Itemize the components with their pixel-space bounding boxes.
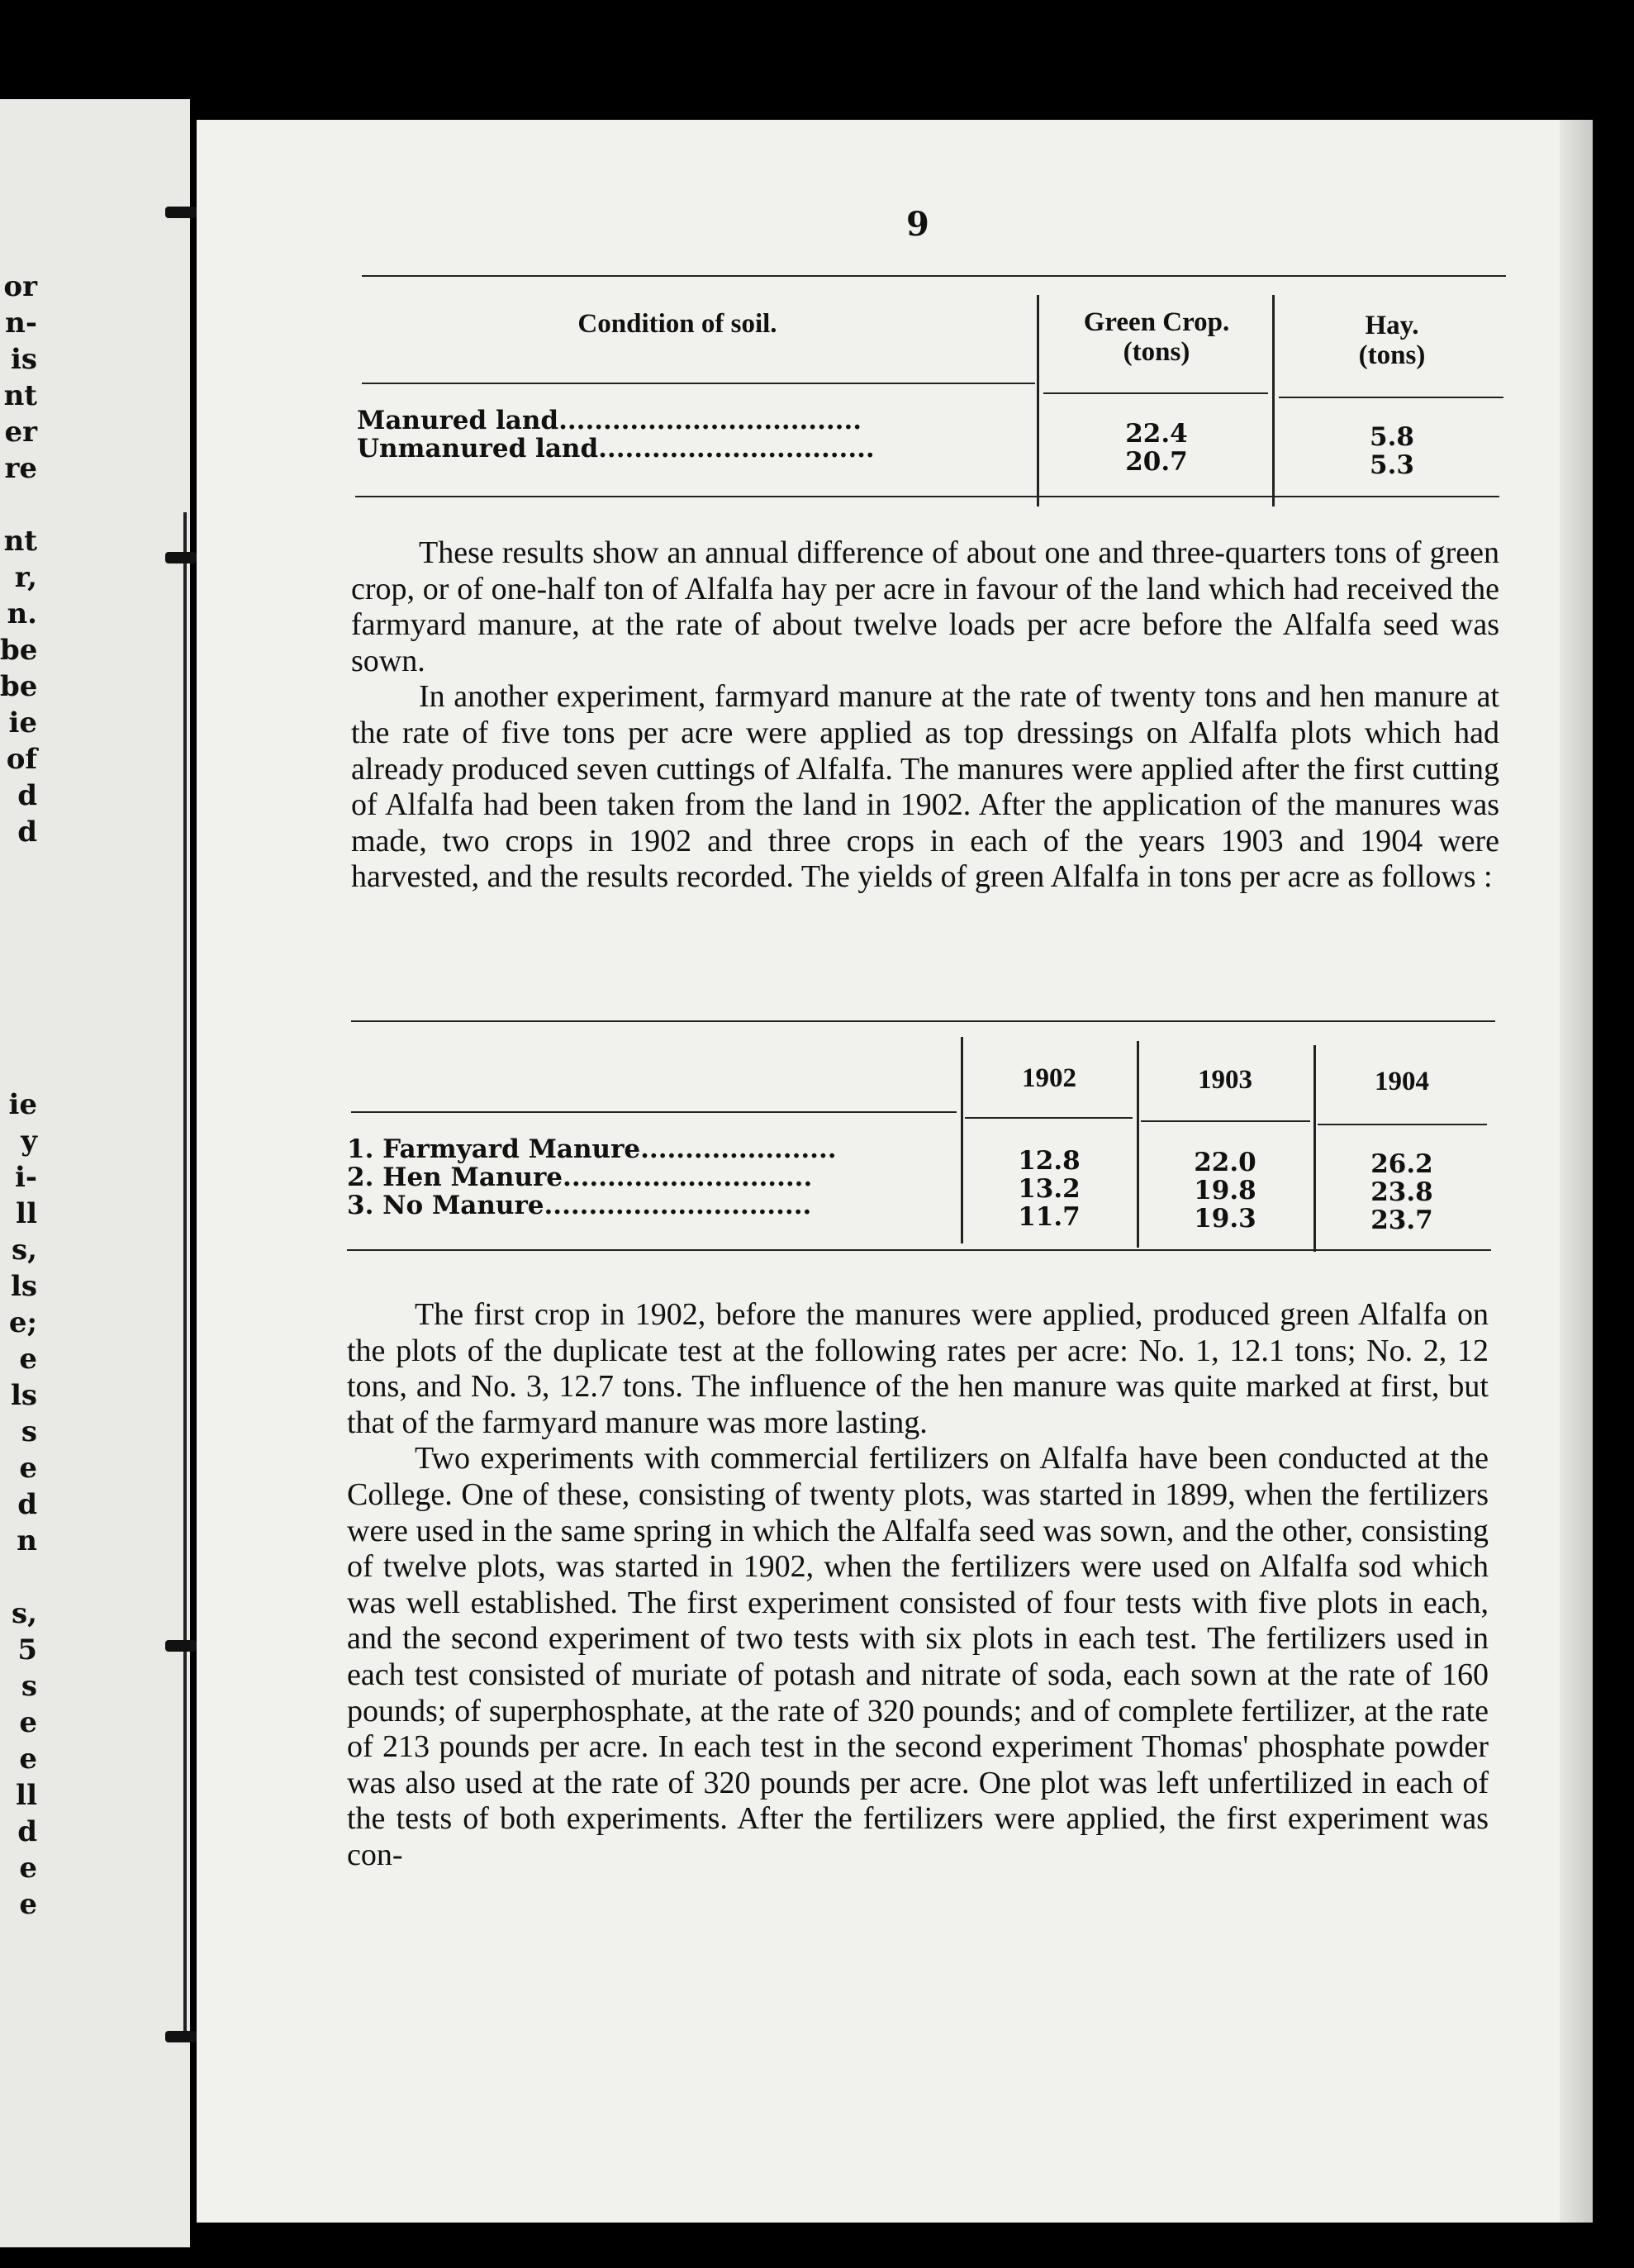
text-fragment: of: [6, 743, 37, 776]
table-bottom-rule: [355, 496, 1499, 497]
text-fragment: ls: [10, 1270, 37, 1303]
header-underline: [362, 383, 1035, 384]
text-fragment: e: [19, 1452, 37, 1485]
page-number: 9: [906, 205, 929, 244]
text-fragment: n-: [5, 307, 37, 340]
text-fragment: nt: [3, 379, 37, 412]
text-fragment: ie: [8, 706, 37, 739]
table-column-divider: [1272, 295, 1275, 506]
paragraph: Two experiments with commercial fertilizers on Alfalfa have been conducted at the College. One of these, consisting of twenty plots, was started in 1899, when the fertilizers were used in the same spring in which the Alfalfa seed was sown, and the other, consisting of twelve plots, was started in 1902, when the fertilizers were used on Alfalfa sod which was well established. The first experiment consisted of four tests with five plots in each, and the second experiment of two tests with six plots in each test. The fertilizers used in each test consisted of muriate of potash and nitrate of soda, each sown at the rate of 160 pounds; of superphosphate, at the rate of 320 pounds; and of complete fertilizer, at the rate of 213 pounds per acre. In each test in the second experiment Thomas' phosphate powder was also used at the rate of 320 pounds per acre. One plot was left unfertilized in each of the tests of both experiments. After the fertilizers were applied, the first experiment was con-: [347, 1441, 1489, 1872]
header-year-1902: 1902: [1022, 1063, 1076, 1093]
table-row: [357, 435, 875, 463]
text-fragment: i-: [14, 1161, 37, 1194]
binding-mark: [165, 1640, 197, 1652]
header-underline: [1043, 392, 1268, 394]
text-fragment: ll: [16, 1779, 37, 1812]
text-fragment: er: [4, 416, 37, 449]
header-underline: [965, 1117, 1133, 1119]
text-fragment: nt: [3, 525, 37, 558]
text-fragment: [0, 487, 37, 523]
text-fragment: e: [19, 1743, 37, 1776]
table-top-rule: [362, 275, 1506, 277]
table-column-divider: [1037, 295, 1039, 506]
paragraph: In another experiment, farmyard manure at the rate of twenty tons and hen manure at the rate of five tons per acre were applied as top dressings on Alfalfa plots which had already produced seven cuttings of Alfalfa. The manures were applied after the first cutting of Alfalfa had been taken from the land in 1902. After the application of the manures was made, two crops in 1902 and three crops in each of the years 1903 and 1904 were harvested, and the results recorded. The yields of green Alfalfa in tons per acre as follows :: [351, 679, 1499, 895]
dot-leader: ..................................: [558, 406, 862, 435]
binding-mark: [165, 552, 197, 563]
cell-1904: 23.7: [1370, 1205, 1433, 1235]
text-fragment: e: [19, 1706, 37, 1739]
text-fragment: re: [4, 452, 37, 485]
table-column-divider: [1137, 1041, 1139, 1248]
text-fragment: s,: [12, 1234, 37, 1267]
header-underline: [1141, 1120, 1310, 1122]
text-fragment: ie: [8, 1088, 37, 1121]
text-fragment: s,: [12, 1597, 37, 1630]
table-row: [347, 1163, 812, 1191]
dot-leader: ...............................: [598, 434, 875, 464]
text-fragment: e;: [8, 1306, 37, 1339]
header-year-1903: 1903: [1198, 1065, 1252, 1095]
table-row: [347, 1135, 837, 1163]
dot-leader: ............................: [563, 1163, 813, 1192]
row-label: 3. No Manure: [347, 1191, 544, 1220]
text-fragment: d: [17, 1488, 37, 1521]
cell-hay: 5.8: [1370, 422, 1414, 452]
text-fragment: be: [0, 670, 38, 703]
cell-1902: 11.7: [1018, 1202, 1081, 1232]
dot-leader: ......................: [640, 1134, 837, 1164]
page-edge-shadow: [1560, 120, 1593, 2223]
cell-hay: 5.3: [1370, 450, 1414, 480]
cell-1904: 23.8: [1370, 1177, 1433, 1207]
paragraph: These results show an annual difference of about one and three-quarters tons of green crop, or of one-half ton of Alfalfa hay per acre in favour of the land which had received the farmyard manure, at the rate of about twelve loads per acre before the Alfalfa seed was sown.: [351, 535, 1499, 678]
header-underline: [351, 1111, 957, 1113]
text-fragment: d: [17, 779, 37, 812]
header-year-1904: 1904: [1375, 1067, 1429, 1096]
header-hay-unit: (tons): [1358, 340, 1426, 370]
cell-1903: 19.3: [1194, 1204, 1256, 1234]
text-fragment: ll: [16, 1197, 37, 1230]
text-fragment: [0, 1559, 37, 1595]
cell-1902: 12.8: [1018, 1146, 1081, 1176]
text-fragment: s: [21, 1670, 37, 1703]
row-label: 1. Farmyard Manure: [347, 1134, 641, 1164]
text-fragment: 5: [17, 1633, 37, 1667]
text-fragment: d: [17, 815, 37, 849]
table-row: [347, 1191, 811, 1220]
text-fragment: e: [19, 1343, 37, 1376]
previous-page-edge: [0, 99, 190, 2247]
body-text-block-1: [351, 535, 1499, 896]
cell-1903: 19.8: [1194, 1176, 1256, 1205]
text-fragment: n: [17, 1524, 37, 1557]
cell-green-crop: 22.4: [1125, 419, 1188, 449]
text-fragment: n.: [7, 597, 37, 630]
row-label: 2. Hen Manure: [347, 1163, 563, 1192]
body-text-block-2: [347, 1297, 1489, 1874]
binding-mark: [165, 2031, 197, 2042]
text-fragment: or: [3, 270, 37, 303]
header-hay: Hay.: [1365, 311, 1419, 340]
text-fragment: y: [21, 1124, 37, 1158]
text-fragment: ls: [10, 1379, 37, 1412]
text-fragment: be: [0, 634, 38, 667]
table-top-rule: [351, 1020, 1495, 1022]
previous-page-fragments-top: [0, 269, 37, 850]
header-underline: [1279, 397, 1503, 398]
text-fragment: e: [19, 1888, 37, 1921]
cell-1904: 26.2: [1370, 1149, 1433, 1179]
previous-page-fragments-bottom: [0, 1086, 37, 1923]
header-condition-of-soil: Condition of soil.: [577, 309, 777, 339]
row-label: Unmanured land: [357, 434, 599, 464]
text-fragment: d: [17, 1815, 37, 1848]
text-fragment: r,: [14, 561, 37, 594]
table-column-divider: [1313, 1045, 1316, 1252]
cell-1903: 22.0: [1194, 1148, 1256, 1177]
table-column-divider: [961, 1037, 963, 1243]
text-fragment: s: [21, 1415, 37, 1448]
binding-mark: [165, 207, 197, 218]
header-underline: [1318, 1124, 1487, 1125]
cell-1902: 13.2: [1018, 1174, 1081, 1204]
table-row: [357, 407, 862, 435]
paragraph: The first crop in 1902, before the manures were applied, produced green Alfalfa on the plots of the duplicate test at the following rates per acre: No. 1, 12.1 tons; No. 2, 12 tons, and No. 3, 12.7 tons. The influence of the hen manure was quite marked at first, but that of the farmyard manure was more lasting.: [347, 1297, 1489, 1440]
text-fragment: e: [19, 1852, 37, 1885]
table-bottom-rule: [347, 1249, 1491, 1251]
dot-leader: ..............................: [544, 1191, 812, 1220]
header-green-crop-unit: (tons): [1123, 337, 1190, 367]
header-green-crop: Green Crop.: [1083, 307, 1230, 337]
text-fragment: is: [10, 343, 37, 376]
cell-green-crop: 20.7: [1125, 447, 1188, 477]
row-label: Manured land: [357, 406, 559, 435]
